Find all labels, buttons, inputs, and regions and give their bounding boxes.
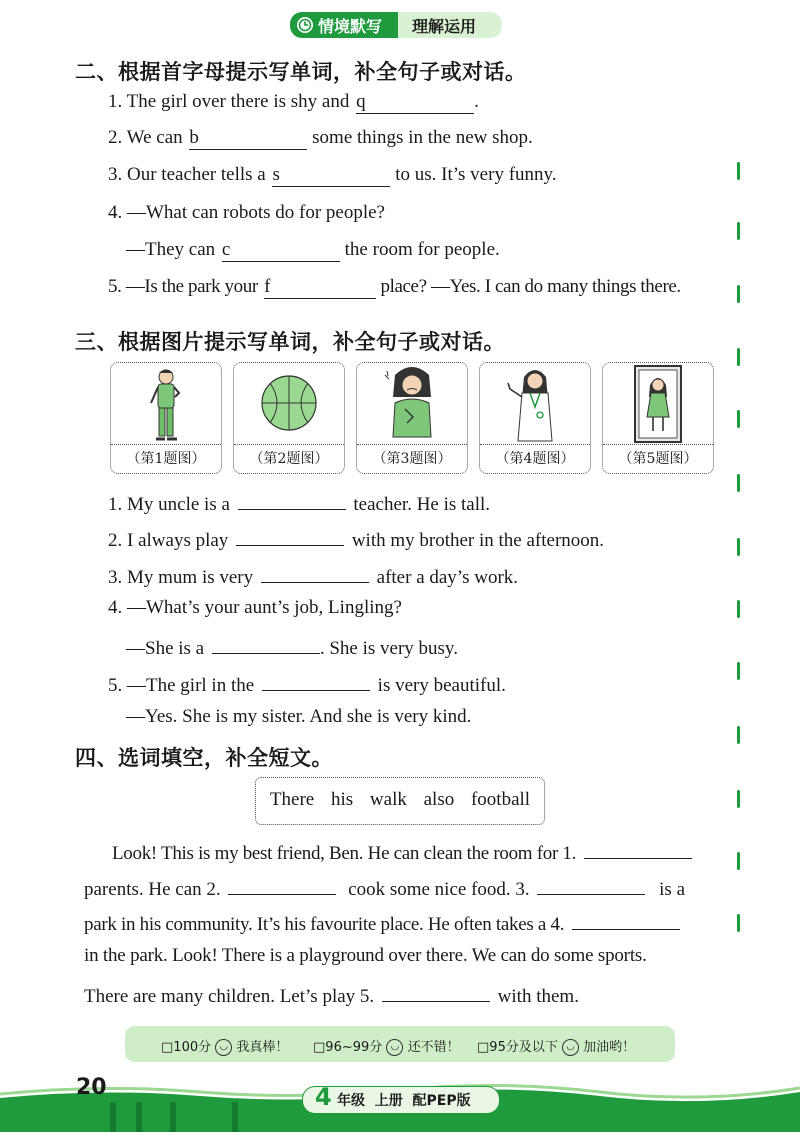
passage-blank-5[interactable] xyxy=(382,981,490,1002)
checkbox: □ xyxy=(161,1040,174,1055)
s2-hint: f xyxy=(264,276,271,297)
edge-mark xyxy=(737,914,740,932)
passage-text: parents. He can 2. xyxy=(84,879,221,900)
picture-caption-2: （第2题图） xyxy=(234,444,344,473)
word-option: There xyxy=(269,789,315,810)
s3-after: is very beautiful. xyxy=(377,675,506,696)
grade-text: 年级 上册 配PEP版 xyxy=(337,1093,471,1109)
score-option-1[interactable] xyxy=(161,1036,288,1056)
header-tab-left-label: 情境默写 xyxy=(318,17,383,36)
s2-num: 1. xyxy=(108,91,123,112)
edge-mark xyxy=(737,726,740,744)
tall-man-icon xyxy=(111,363,221,445)
grade-number: 4 xyxy=(315,1083,332,1111)
score-label: 95分及以下 xyxy=(489,1040,558,1055)
picture-caption-1: （第1题图） xyxy=(111,444,221,473)
passage-line-1 xyxy=(112,838,695,865)
s2-after: to us. It’s very funny. xyxy=(395,164,557,185)
edge-mark xyxy=(737,790,740,808)
framed-photo-girl-icon xyxy=(603,363,713,445)
edge-mark xyxy=(737,852,740,870)
checkbox: □ xyxy=(313,1040,326,1055)
passage-text: in the park. Look! There is a playground over there. We can do some sports. xyxy=(84,945,647,966)
s2-answer-blank-3[interactable] xyxy=(272,164,390,187)
clock-icon xyxy=(295,15,315,35)
edge-mark xyxy=(737,538,740,556)
s3-item-4 xyxy=(108,597,402,619)
s2-before: Our teacher tells a xyxy=(127,164,266,185)
score-comment: 加油哟！ xyxy=(583,1040,636,1055)
picture-caption-4: （第4题图） xyxy=(480,444,590,473)
s2-answer-blank-2[interactable] xyxy=(189,127,307,150)
passage-blank-3[interactable] xyxy=(537,874,645,895)
s3-num: 1. xyxy=(108,494,123,515)
s2-num: 5. xyxy=(108,276,122,297)
s3-before: —What’s your aunt’s job, Lingling? xyxy=(127,597,402,618)
s3-num: 2. xyxy=(108,530,123,551)
s3-answer-blank-4[interactable] xyxy=(212,633,320,654)
s3-after: with my brother in the afternoon. xyxy=(351,530,605,551)
s3-item-1 xyxy=(108,489,490,516)
s2-before: —What can robots do for people? xyxy=(127,202,385,223)
s3-before: I always play xyxy=(127,530,229,551)
s2-item-2 xyxy=(108,127,533,150)
s3-item-3 xyxy=(108,562,518,589)
passage-line-4 xyxy=(84,945,647,967)
s2-num: 2. xyxy=(108,127,123,148)
s2-answer-blank-4[interactable] xyxy=(222,239,340,262)
s2-before: We can xyxy=(126,127,183,148)
passage-text: park in his community. It’s his favourite place. He often takes a 4. xyxy=(84,914,565,935)
passage-blank-2[interactable] xyxy=(228,874,336,895)
picture-2 xyxy=(233,362,345,474)
s2-before: The girl over there is shy and xyxy=(126,91,350,112)
edge-mark xyxy=(737,410,740,428)
score-comment: 还不错！ xyxy=(407,1040,460,1055)
cheer-face-icon: ◡ xyxy=(562,1039,579,1056)
page-number: 20 xyxy=(76,1075,107,1100)
s3-item-4b xyxy=(126,633,458,660)
smile-face-icon: ◡ xyxy=(386,1039,403,1056)
s3-num: 5. xyxy=(108,675,123,696)
score-label: 96~99分 xyxy=(325,1040,383,1055)
s3-item-2 xyxy=(108,525,604,552)
edge-mark xyxy=(737,474,740,492)
s2-num: 4. xyxy=(108,202,123,223)
s2-before: —They can xyxy=(126,239,216,260)
s2-after: . xyxy=(474,91,479,112)
s2-answer-blank-5[interactable] xyxy=(264,276,376,299)
s2-before: —Is the park your xyxy=(125,276,258,297)
passage-blank-4[interactable] xyxy=(572,909,680,930)
grade-badge xyxy=(302,1083,500,1114)
s3-before: —She is a xyxy=(126,638,205,659)
passage-blank-1[interactable] xyxy=(584,838,692,859)
basketball-icon xyxy=(234,363,344,445)
picture-3 xyxy=(356,362,468,474)
word-option: football xyxy=(470,789,531,810)
edge-mark xyxy=(737,162,740,180)
s3-before: —Yes. She is my sister. And she is very kind. xyxy=(126,706,472,727)
s3-before: —The girl in the xyxy=(127,675,255,696)
s2-answer-blank-1[interactable] xyxy=(356,91,474,114)
passage-text: There are many children. Let’s play 5. xyxy=(84,986,375,1007)
section2-title: 二、根据首字母提示写单词，补全句子或对话。 xyxy=(75,60,527,84)
word-option: his xyxy=(330,789,354,810)
s2-after: some things in the new shop. xyxy=(312,127,533,148)
score-bar xyxy=(125,1026,675,1062)
s3-item-5b xyxy=(126,706,471,728)
picture-caption-5: （第5题图） xyxy=(603,444,713,473)
word-option: walk xyxy=(369,789,407,810)
s3-before: My mum is very xyxy=(127,567,254,588)
edge-mark xyxy=(737,285,740,303)
word-bank-box xyxy=(255,777,545,825)
header-tab xyxy=(290,12,502,38)
s2-hint: c xyxy=(221,239,231,260)
passage-line-3 xyxy=(84,909,683,936)
s3-answer-blank-5[interactable] xyxy=(262,670,370,691)
section4-title: 四、选词填空，补全短文。 xyxy=(75,746,333,770)
s2-item-4b xyxy=(126,239,500,262)
score-option-2[interactable] xyxy=(313,1036,460,1056)
s2-item-5 xyxy=(108,276,681,299)
section3-title: 三、根据图片提示写单词，补全句子或对话。 xyxy=(75,330,505,354)
checkbox: □ xyxy=(477,1040,490,1055)
s2-item-3 xyxy=(108,164,557,187)
word-bank-words xyxy=(256,789,544,811)
picture-caption-3: （第3题图） xyxy=(357,444,467,473)
s3-item-5 xyxy=(108,670,506,697)
s3-after: teacher. He is tall. xyxy=(353,494,491,515)
score-option-3[interactable] xyxy=(477,1036,635,1056)
s3-num: 4. xyxy=(108,597,123,618)
picture-1 xyxy=(110,362,222,474)
s3-before: My uncle is a xyxy=(127,494,230,515)
edge-mark xyxy=(737,222,740,240)
s3-after: . She is very busy. xyxy=(319,638,458,659)
s2-num: 3. xyxy=(108,164,123,185)
s2-after: the room for people. xyxy=(344,239,500,260)
s3-num: 3. xyxy=(108,567,123,588)
s3-answer-blank-2[interactable] xyxy=(236,525,344,546)
happy-face-icon: ◡ xyxy=(215,1039,232,1056)
s2-hint: b xyxy=(189,127,199,148)
picture-5 xyxy=(602,362,714,474)
s2-item-4 xyxy=(108,202,385,224)
s3-answer-blank-1[interactable] xyxy=(238,489,346,510)
edge-mark xyxy=(737,662,740,680)
passage-text: Look! This is my best friend, Ben. He can clean the room for 1. xyxy=(112,843,577,864)
word-option: also xyxy=(423,789,455,810)
edge-mark xyxy=(737,600,740,618)
tired-woman-icon xyxy=(357,363,467,445)
s2-after: place? —Yes. I can do many things there. xyxy=(380,276,681,297)
s2-item-1 xyxy=(108,91,479,114)
s2-hint: q xyxy=(356,91,366,112)
score-comment: 我真棒！ xyxy=(236,1040,289,1055)
passage-line-2 xyxy=(84,874,685,901)
picture-4 xyxy=(479,362,591,474)
edge-mark xyxy=(737,348,740,366)
header-tab-right-label: 理解运用 xyxy=(412,17,477,36)
passage-text: cook some nice food. 3. xyxy=(348,879,530,900)
doctor-icon xyxy=(480,363,590,445)
s2-hint: s xyxy=(272,164,280,185)
score-label: 100分 xyxy=(173,1040,212,1055)
passage-text: is a xyxy=(659,879,686,900)
s3-after: after a day’s work. xyxy=(376,567,519,588)
passage-text: with them. xyxy=(497,986,579,1007)
s3-answer-blank-3[interactable] xyxy=(261,562,369,583)
passage-line-5 xyxy=(84,981,579,1008)
